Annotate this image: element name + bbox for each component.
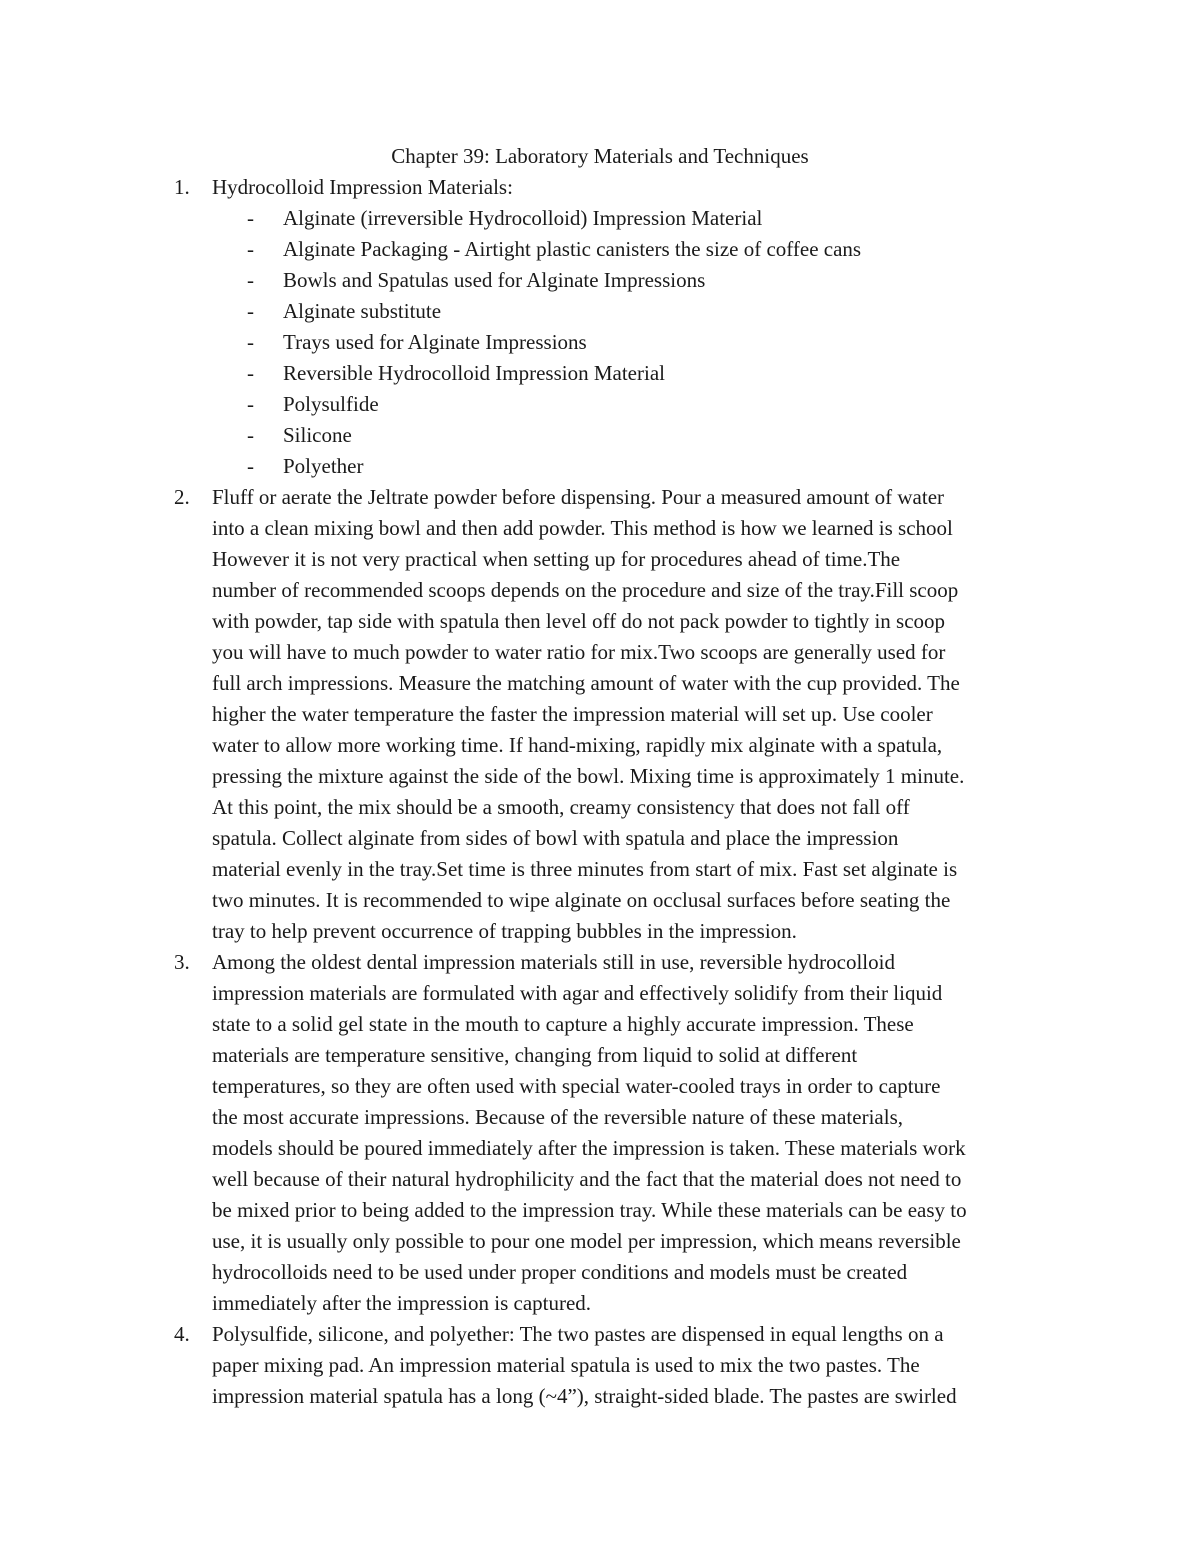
page-title: Chapter 39: Laboratory Materials and Techniques <box>391 144 809 168</box>
list-item-heading: Hydrocolloid Impression Materials: <box>212 175 513 199</box>
paragraph-line: However it is not very practical when setting up for procedures ahead of time.The <box>212 547 901 571</box>
paragraph-line: immediately after the impression is captured. <box>212 1291 592 1315</box>
paragraph-line: water to allow more working time. If hand-mixing, rapidly mix alginate with a spatula, <box>212 733 943 757</box>
sub-item-text: Alginate (irreversible Hydrocolloid) Impression Material <box>283 206 763 230</box>
sub-item <box>0 389 1200 420</box>
paragraph-line: two minutes. It is recommended to wipe alginate on occlusal surfaces before seating the <box>212 888 951 912</box>
sub-item-text: Alginate substitute <box>283 299 442 323</box>
paragraph-line: higher the water temperature the faster the impression material will set up. Use cooler <box>212 702 933 726</box>
paragraph-line: the most accurate impressions. Because of the reversible nature of these materials, <box>212 1105 903 1129</box>
paragraph-line: models should be poured immediately after the impression is taken. These materials work <box>212 1136 966 1160</box>
list-number: 1. <box>174 175 190 199</box>
paragraph-line: state to a solid gel state in the mouth to capture a highly accurate impression. These <box>212 1012 914 1036</box>
dash-bullet: - <box>247 299 254 323</box>
numbered-list <box>0 172 1200 1412</box>
paragraph-line: use, it is usually only possible to pour one model per impression, which means reversible <box>212 1229 961 1253</box>
dash-bullet: - <box>247 268 254 292</box>
list-number: 2. <box>174 485 190 509</box>
paragraph-line: hydrocolloids need to be used under proper conditions and models must be created <box>212 1260 908 1284</box>
sub-item-text: Trays used for Alginate Impressions <box>283 330 587 354</box>
sub-item-text: Polyether <box>283 454 364 478</box>
paragraph-line: materials are temperature sensitive, changing from liquid to solid at different <box>212 1043 858 1067</box>
paragraph-line: pressing the mixture against the side of the bowl. Mixing time is approximately 1 minute. <box>212 764 965 788</box>
paragraph-line: with powder, tap side with spatula then level off do not pack powder to tightly in scoop <box>212 609 946 633</box>
sub-item-text: Alginate Packaging - Airtight plastic canisters the size of coffee cans <box>283 237 862 261</box>
sub-item <box>0 296 1200 327</box>
paragraph-line: tray to help prevent occurrence of trapping bubbles in the impression. <box>212 919 797 943</box>
paragraph <box>212 1319 1072 1412</box>
paragraph-line: you will have to much powder to water ratio for mix.Two scoops are generally used for <box>212 640 946 664</box>
paragraph-line: temperatures, so they are often used with special water-cooled trays in order to capture <box>212 1074 941 1098</box>
paragraph-line: impression materials are formulated with agar and effectively solidify from their liquid <box>212 981 943 1005</box>
dash-bullet: - <box>247 454 254 478</box>
paragraph-line: into a clean mixing bowl and then add powder. This method is how we learned is school <box>212 516 953 540</box>
paragraph-line: material evenly in the tray.Set time is three minutes from start of mix. Fast set alginate is <box>212 857 958 881</box>
dash-bullet: - <box>247 392 254 416</box>
paragraph-line: impression material spatula has a long (~4”), straight-sided blade. The pastes are swirled <box>212 1384 957 1408</box>
dash-bullet: - <box>247 361 254 385</box>
list-item-2 <box>0 482 1072 947</box>
paragraph-line: be mixed prior to being added to the impression tray. While these materials can be easy to <box>212 1198 967 1222</box>
sub-item <box>0 420 1200 451</box>
paragraph-line: spatula. Collect alginate from sides of bowl with spatula and place the impression <box>212 826 899 850</box>
paragraph-line: well because of their natural hydrophilicity and the fact that the material does not need to <box>212 1167 962 1191</box>
sub-item-text: Silicone <box>283 423 352 447</box>
sub-item <box>0 203 1200 234</box>
list-item-4 <box>0 1319 1072 1412</box>
sub-item <box>0 265 1200 296</box>
sub-item-text: Bowls and Spatulas used for Alginate Impressions <box>283 268 706 292</box>
sub-item-text: Reversible Hydrocolloid Impression Material <box>283 361 665 385</box>
dash-bullet: - <box>247 206 254 230</box>
paragraph-line: Polysulfide, silicone, and polyether: The two pastes are dispensed in equal lengths on a <box>212 1322 944 1346</box>
paragraph <box>212 947 1072 1319</box>
paragraph-line: full arch impressions. Measure the matching amount of water with the cup provided. The <box>212 671 960 695</box>
paragraph-line: paper mixing pad. An impression material spatula is used to mix the two pastes. The <box>212 1353 920 1377</box>
list-number: 3. <box>174 950 190 974</box>
sub-item-text: Polysulfide <box>283 392 379 416</box>
paragraph-line: number of recommended scoops depends on the procedure and size of the tray.Fill scoop <box>212 578 959 602</box>
paragraph-line: Fluff or aerate the Jeltrate powder before dispensing. Pour a measured amount of water <box>212 485 945 509</box>
list-item-1 <box>0 172 1072 203</box>
dash-bullet: - <box>247 330 254 354</box>
sub-item <box>0 358 1200 389</box>
list-number: 4. <box>174 1322 190 1346</box>
paragraph-line: At this point, the mix should be a smooth, creamy consistency that does not fall off <box>212 795 910 819</box>
dash-bullet: - <box>247 423 254 447</box>
list-item-3 <box>0 947 1072 1319</box>
sub-item <box>0 327 1200 358</box>
sub-item <box>0 451 1200 482</box>
dash-bullet: - <box>247 237 254 261</box>
sub-item <box>0 234 1200 265</box>
paragraph-line: Among the oldest dental impression materials still in use, reversible hydrocolloid <box>212 950 895 974</box>
paragraph <box>212 482 1072 947</box>
